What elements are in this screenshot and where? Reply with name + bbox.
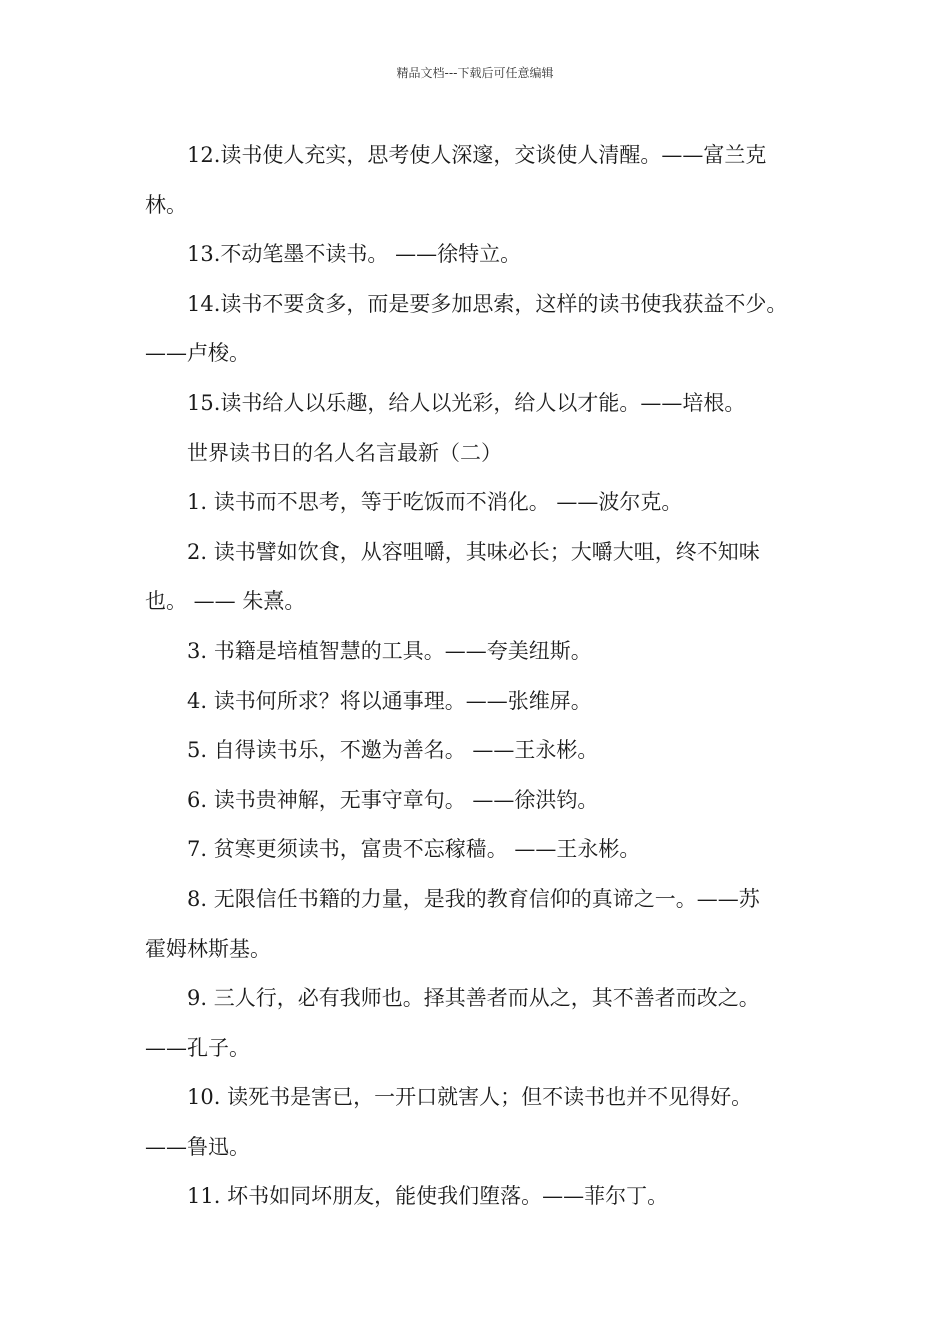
paragraph-line: 5. 自得读书乐，不邀为善名。 ——王永彬。 xyxy=(187,738,599,763)
paragraph-line: 2. 读书譬如饮食，从容咀嚼，其味必长；大嚼大咀，终不知味 xyxy=(187,539,760,564)
paragraph-line: 6. 读书贵神解，无事守章句。 ——徐洪钧。 xyxy=(187,787,599,812)
paragraph-continuation-line: ——孔子。 xyxy=(145,1035,250,1060)
quote-paragraph xyxy=(145,429,825,479)
page-header: 精品文档---下载后可任意编辑 xyxy=(396,66,554,80)
paragraph-line: 8. 无限信任书籍的力量，是我的教育信仰的真谛之一。——苏 xyxy=(187,886,760,911)
quote-paragraph xyxy=(145,230,825,280)
paragraph-line: 12.读书使人充实，思考使人深邃，交谈使人清醒。——富兰克 xyxy=(187,143,767,167)
paragraph-continuation-line: ——鲁迅。 xyxy=(145,1134,250,1159)
quote-paragraph xyxy=(145,1073,825,1172)
quote-paragraph xyxy=(145,776,825,826)
paragraph-line: 10. 读死书是害已，一开口就害人；但不读书也并不见得好。 xyxy=(187,1085,753,1110)
quote-paragraph xyxy=(145,131,825,230)
paragraph-line: 14.读书不要贪多，而是要多加思索，这样的读书使我获益不少。 xyxy=(187,291,788,316)
paragraph-line: 4. 读书何所求？将以通事理。——张维屏。 xyxy=(187,688,592,713)
paragraph-line: 1. 读书而不思考，等于吃饭而不消化。 ——波尔克。 xyxy=(187,490,683,515)
paragraph-continuation-line: 也。 —— 朱熹。 xyxy=(145,589,306,614)
paragraph-line: 3. 书籍是培植智慧的工具。——夸美纽斯。 xyxy=(187,638,592,663)
quote-paragraph xyxy=(145,726,825,776)
paragraph-line: 7. 贫寒更须读书，富贵不忘稼穑。 ——王永彬。 xyxy=(187,837,641,862)
paragraph-line: 15.读书给人以乐趣，给人以光彩，给人以才能。——培根。 xyxy=(187,390,746,415)
paragraph-line: 13.不动笔墨不读书。 ——徐特立。 xyxy=(187,242,522,267)
quote-paragraph xyxy=(145,825,825,875)
paragraph-continuation-line: 林。 xyxy=(145,192,187,217)
quote-paragraph xyxy=(145,478,825,528)
quote-paragraph xyxy=(145,379,825,429)
paragraph-continuation-line: 霍姆林斯基。 xyxy=(145,936,271,961)
quote-paragraph xyxy=(145,875,825,974)
quote-paragraph xyxy=(145,528,825,627)
quote-paragraph xyxy=(145,627,825,677)
quote-paragraph xyxy=(145,1172,825,1222)
quote-paragraph xyxy=(145,974,825,1073)
quote-paragraph xyxy=(145,280,825,379)
paragraph-line: 11. 坏书如同坏朋友，能使我们堕落。——菲尔丁。 xyxy=(187,1184,669,1209)
paragraph-continuation-line: ——卢梭。 xyxy=(145,341,250,366)
quote-paragraph xyxy=(145,677,825,727)
paragraph-line: 9. 三人行，必有我师也。择其善者而从之，其不善者而改之。 xyxy=(187,986,760,1011)
document-body xyxy=(145,131,825,1222)
paragraph-line: 世界读书日的名人名言最新（二） xyxy=(187,440,502,465)
